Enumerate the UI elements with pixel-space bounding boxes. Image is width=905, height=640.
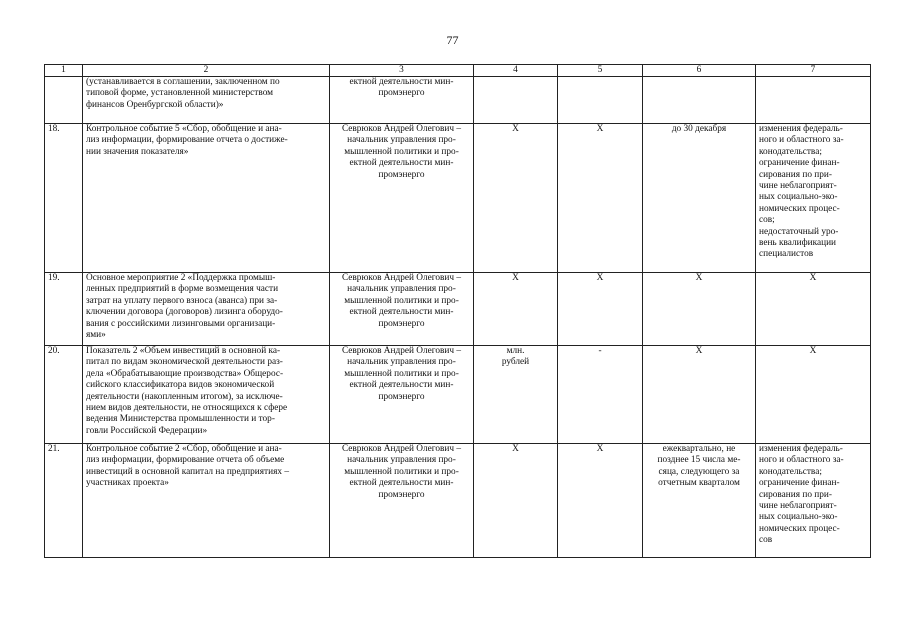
risks-cell — [756, 273, 871, 346]
column-number-header: 3 — [330, 65, 474, 77]
risks-text: X — [809, 273, 817, 283]
table-row — [45, 77, 871, 124]
column-number-header: 6 — [643, 65, 756, 77]
base-value-cell: - — [558, 346, 643, 444]
base-value-cell: X — [558, 124, 643, 273]
base-value-cell — [558, 77, 643, 124]
page-number: 77 — [446, 33, 459, 47]
deadline-cell — [643, 77, 756, 124]
unit-text: млн. рублей — [501, 346, 530, 368]
executor-cell — [330, 124, 474, 273]
deadline-cell — [643, 124, 756, 273]
table-row — [45, 444, 871, 558]
executor-cell — [330, 346, 474, 444]
executor-text: Севрюков Андрей Олегович – начальник управления про- мышленной политики и про- ектной деятельности мин- промэнерго — [341, 124, 462, 180]
column-number-header-row — [45, 65, 871, 77]
unit-cell — [474, 346, 558, 444]
unit-cell — [474, 273, 558, 346]
deadline-text: X — [695, 346, 703, 356]
row-number-cell: 21. — [45, 444, 83, 558]
row-number-cell — [45, 77, 83, 124]
table-row — [45, 273, 871, 346]
column-number-header: 7 — [756, 65, 871, 77]
column-number-header: 5 — [558, 65, 643, 77]
deadline-cell — [643, 273, 756, 346]
event-name-cell — [83, 77, 330, 124]
unit-text: X — [512, 273, 519, 283]
executor-cell — [330, 444, 474, 558]
event-name-text: Показатель 2 «Объем инвестиций в основной ка- питал по видам экономической деятельности раз- дела «Обрабатывающие производства» Общерос- сийского классификатора видов экономической деятельности (накопленным итогом), за исключе- нием видов деятельности, не относящихся к сфере ведения Министерства промышленности и тор- говли Российской Федерации» — [86, 346, 288, 436]
event-name-text: Контрольное событие 2 «Сбор, обобщение и ана- лиз информации, формирование отчета об объеме инвестиций в основной капитал на предприятиях – участниках проекта» — [86, 444, 289, 489]
column-number-header: 1 — [45, 65, 83, 77]
base-value-cell: X — [558, 273, 643, 346]
executor-text: Севрюков Андрей Олегович – начальник управления про- мышленной политики и про- ектной деятельности мин- промэнерго — [341, 273, 462, 329]
unit-cell — [474, 444, 558, 558]
row-number-cell: 18. — [45, 124, 83, 273]
row-number-cell: 19. — [45, 273, 83, 346]
unit-cell — [474, 77, 558, 124]
event-name-cell — [83, 273, 330, 346]
risks-text: изменения федераль- ного и областного за- конодательства; ограничение финан- сирования по при- чине неблагоприят- ных социально-эко- номических процес- сов; недостаточный уро- вень квалификации специалистов — [759, 124, 844, 260]
base-value-cell: X — [558, 444, 643, 558]
risks-cell — [756, 77, 871, 124]
unit-text: X — [512, 444, 519, 454]
row-number-cell: 20. — [45, 346, 83, 444]
deadline-text: X — [695, 273, 703, 283]
column-number-header: 2 — [83, 65, 330, 77]
plan-table — [44, 64, 871, 558]
executor-text: ектной деятельности мин- промэнерго — [349, 77, 454, 99]
risks-cell — [756, 346, 871, 444]
executor-cell — [330, 77, 474, 124]
event-name-cell — [83, 444, 330, 558]
unit-text: X — [512, 124, 519, 134]
event-name-text: (устанавливается в соглашении, заключенном по типовой форме, установленной министерством финансов Оренбургской области)» — [86, 77, 280, 110]
event-name-text: Основное мероприятие 2 «Поддержка промыш- ленных предприятий в форме возмещения части затрат на уплату первого взноса (аванса) при за- ключении договора (договоров) лизинга оборудо- вания с российскими лизинговыми организаци- ями» — [86, 273, 283, 341]
executor-text: Севрюков Андрей Олегович – начальник управления про- мышленной политики и про- ектной деятельности мин- промэнерго — [341, 444, 462, 500]
unit-cell — [474, 124, 558, 273]
table-row — [45, 346, 871, 444]
table-row — [45, 124, 871, 273]
executor-text: Севрюков Андрей Олегович – начальник управления про- мышленной политики и про- ектной деятельности мин- промэнерго — [341, 346, 462, 402]
deadline-text: ежеквартально, не позднее 15 числа ме- сяца, следующего за отчетным кварталом — [657, 444, 741, 489]
deadline-text: до 30 декабря — [671, 124, 727, 134]
risks-cell — [756, 444, 871, 558]
event-name-text: Контрольное событие 5 «Сбор, обобщение и ана- лиз информации, формирование отчета о достиже- нии значения показателя» — [86, 124, 288, 157]
event-name-cell — [83, 346, 330, 444]
column-number-header: 4 — [474, 65, 558, 77]
deadline-cell — [643, 444, 756, 558]
risks-text: изменения федераль- ного и областного за- конодательства; ограничение финан- сирования по при- чине неблагоприят- ных социально-эко- номических процес- сов — [759, 444, 844, 546]
executor-cell — [330, 273, 474, 346]
risks-text: X — [809, 346, 817, 356]
deadline-cell — [643, 346, 756, 444]
risks-cell — [756, 124, 871, 273]
event-name-cell — [83, 124, 330, 273]
